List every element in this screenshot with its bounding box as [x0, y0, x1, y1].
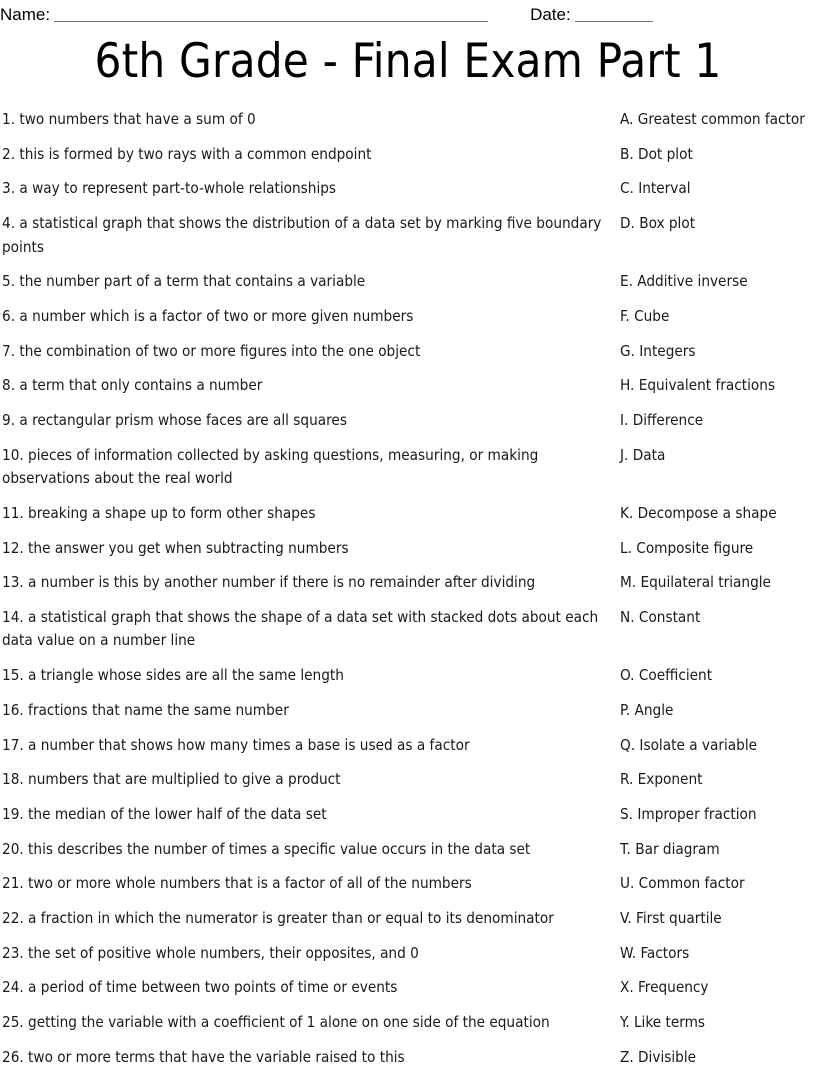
answer-choice[interactable]: A. Greatest common factor	[620, 110, 805, 128]
match-row	[0, 768, 816, 803]
question-item[interactable]: 21. two or more whole numbers that is a factor of all of the numbers	[2, 874, 472, 893]
question-item[interactable]: 16. fractions that name the same number	[2, 700, 289, 719]
match-row	[0, 976, 816, 1011]
answer-choice[interactable]: E. Additive inverse	[620, 272, 748, 291]
question-item[interactable]: 7. the combination of two or more figures into the one object	[2, 341, 421, 360]
match-row	[0, 664, 816, 699]
match-row	[0, 606, 816, 664]
question-item[interactable]: 10. pieces of information collected by asking questions, measuring, or making observations about the real world	[2, 445, 539, 488]
match-row	[0, 270, 816, 305]
answer-choice[interactable]: T. Bar diagram	[620, 839, 720, 858]
question-item[interactable]: 24. a period of time between two points of time or events	[2, 978, 398, 997]
answer-choice[interactable]: G. Integers	[620, 341, 696, 360]
match-row	[0, 734, 816, 769]
match-row	[0, 340, 816, 375]
answer-choice[interactable]: F. Cube	[620, 306, 670, 325]
date-label: Date:	[530, 5, 571, 24]
match-row	[0, 907, 816, 942]
question-item[interactable]: 1. two numbers that have a sum of 0	[2, 110, 256, 128]
answer-choice[interactable]: W. Factors	[620, 943, 690, 962]
question-item[interactable]: 13. a number is this by another number if there is no remainder after dividing	[2, 573, 536, 592]
name-label: Name:	[0, 5, 51, 24]
match-row	[0, 838, 816, 873]
answer-choice[interactable]: O. Coefficient	[620, 666, 713, 685]
match-row	[0, 537, 816, 572]
match-row	[0, 1011, 816, 1046]
page-title: 6th Grade - Final Exam Part 1	[94, 34, 722, 89]
answer-choice[interactable]: Q. Isolate a variable	[620, 735, 758, 754]
name-date-header	[0, 0, 816, 26]
question-item[interactable]: 18. numbers that are multiplied to give a product	[2, 770, 341, 789]
match-row	[0, 108, 816, 143]
answer-choice[interactable]: N. Constant	[620, 607, 701, 626]
match-row	[0, 177, 816, 212]
match-row	[0, 571, 816, 606]
question-item[interactable]: 25. getting the variable with a coefficient of 1 alone on one side of the equation	[2, 1013, 550, 1031]
question-item[interactable]: 4. a statistical graph that shows the distribution of a data set by marking five boundary points	[2, 214, 602, 256]
match-row	[0, 803, 816, 838]
question-item[interactable]: 17. a number that shows how many times a base is used as a factor	[2, 735, 470, 754]
answer-choice[interactable]: U. Common factor	[620, 874, 745, 893]
question-item[interactable]: 11. breaking a shape up to form other shapes	[2, 503, 316, 522]
date-input-line[interactable]	[575, 5, 653, 22]
match-row	[0, 872, 816, 907]
question-item[interactable]: 9. a rectangular prism whose faces are all squares	[2, 411, 347, 429]
answer-choice[interactable]: B. Dot plot	[620, 144, 693, 163]
question-item[interactable]: 26. two or more terms that have the variable raised to this	[2, 1047, 405, 1066]
match-row	[0, 502, 816, 537]
match-row	[0, 942, 816, 977]
question-item[interactable]: 6. a number which is a factor of two or more given numbers	[2, 306, 414, 325]
answer-choice[interactable]: R. Exponent	[620, 770, 703, 789]
match-row	[0, 1046, 816, 1080]
question-item[interactable]: 19. the median of the lower half of the data set	[2, 804, 327, 823]
answer-choice[interactable]: C. Interval	[620, 179, 691, 198]
question-item[interactable]: 20. this describes the number of times a specific value occurs in the data set	[2, 839, 531, 858]
question-item[interactable]: 14. a statistical graph that shows the shape of a data set with stacked dots about each data value on a number line	[2, 607, 599, 650]
question-item[interactable]: 15. a triangle whose sides are all the same length	[2, 666, 344, 685]
answer-choice[interactable]: L. Composite figure	[620, 538, 754, 557]
answer-choice[interactable]: J. Data	[620, 445, 666, 464]
match-row	[0, 374, 816, 409]
answer-choice[interactable]: I. Difference	[620, 411, 704, 429]
answer-choice[interactable]: V. First quartile	[620, 908, 722, 927]
question-item[interactable]: 2. this is formed by two rays with a common endpoint	[2, 144, 372, 163]
match-row	[0, 444, 816, 502]
question-item[interactable]: 22. a fraction in which the numerator is greater than or equal to its denominator	[2, 908, 554, 927]
answer-choice[interactable]: D. Box plot	[620, 214, 696, 233]
match-row	[0, 305, 816, 340]
question-item[interactable]: 23. the set of positive whole numbers, their opposites, and 0	[2, 943, 419, 962]
answer-choice[interactable]: S. Improper fraction	[620, 804, 757, 823]
match-row	[0, 409, 816, 444]
name-input-line[interactable]	[54, 5, 488, 22]
answer-choice[interactable]: Z. Divisible	[620, 1047, 697, 1066]
match-row	[0, 212, 816, 270]
answer-choice[interactable]: H. Equivalent fractions	[620, 376, 776, 395]
matching-body	[0, 108, 816, 1080]
answer-choice[interactable]: K. Decompose a shape	[620, 503, 777, 522]
question-item[interactable]: 5. the number part of a term that contains a variable	[2, 272, 366, 291]
answer-choice[interactable]: P. Angle	[620, 700, 674, 719]
answer-choice[interactable]: X. Frequency	[620, 978, 709, 997]
question-item[interactable]: 12. the answer you get when subtracting numbers	[2, 538, 349, 557]
question-item[interactable]: 8. a term that only contains a number	[2, 376, 263, 395]
answer-choice[interactable]: Y. Like terms	[620, 1013, 706, 1031]
question-item[interactable]: 3. a way to represent part-to-whole relationships	[2, 179, 337, 198]
match-row	[0, 699, 816, 734]
match-row	[0, 143, 816, 178]
answer-choice[interactable]: M. Equilateral triangle	[620, 573, 771, 592]
